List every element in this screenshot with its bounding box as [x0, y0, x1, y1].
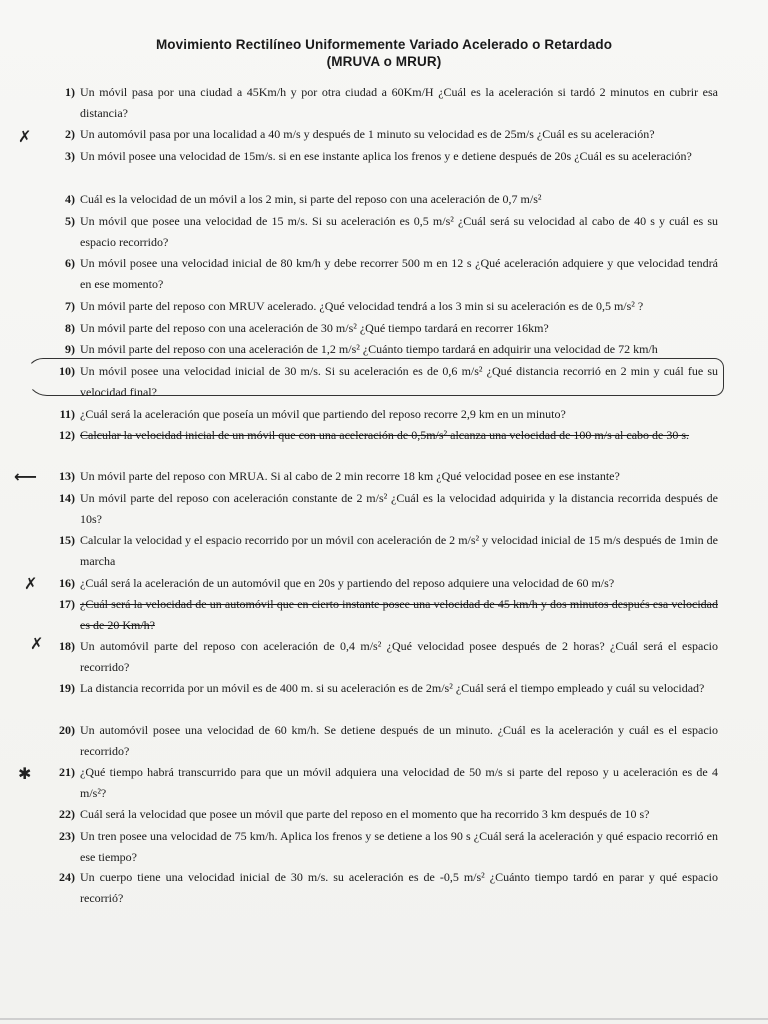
problem-item	[38, 296, 718, 317]
problem-text: ¿Cuál será la aceleración que poseía un móvil que partiendo del reposo recorre 2,9 km en un minuto?	[80, 407, 566, 421]
problem-text: Un automóvil parte del reposo con aceleración de 0,4 m/s² ¿Qué velocidad posee después de 2 horas? ¿Cuál será el espacio recorrido?	[80, 639, 718, 674]
problem-text: Un cuerpo tiene una velocidad inicial de 30 m/s. su aceleración es de -0,5 m/s² ¿Cuánto tiempo tardó en parar y qué espacio recorrió?	[80, 870, 718, 905]
problem-number: 11)	[59, 407, 75, 421]
problem-text: Un móvil parte del reposo con aceleración constante de 2 m/s² ¿Cuál es la velocidad adquirida y la distancia recorrida después de 10s?	[80, 491, 718, 526]
problem-item	[38, 189, 718, 210]
problem-number: 14)	[59, 491, 75, 505]
problem-item	[38, 573, 718, 594]
problem-item	[38, 488, 718, 530]
problem-item	[38, 678, 718, 699]
handwritten-check-mark: ✗	[18, 127, 32, 146]
problem-number: 22)	[59, 807, 75, 821]
problem-number: 20)	[59, 723, 75, 737]
worksheet-subtitle: (MRUVA o MRUR)	[326, 54, 442, 69]
problem-number: 6)	[65, 256, 75, 270]
problem-text: Un móvil pasa por una ciudad a 45Km/h y por otra ciudad a 60Km/H ¿Cuál es la aceleración si tardó 2 minutos en cubrir esa distancia?	[80, 85, 718, 120]
problem-item	[38, 720, 718, 762]
problem-text: La distancia recorrida por un móvil es de 400 m. si su aceleración es de 2m/s² ¿Cuál será el tiempo empleado y cuál su velocidad?	[80, 681, 705, 695]
problem-item	[38, 361, 718, 403]
problem-text: Un móvil parte del reposo con MRUV acelerado. ¿Qué velocidad tendrá a los 3 min si su aceleración es de 0,5 m/s² ?	[80, 299, 644, 313]
problem-number: 4)	[65, 192, 75, 206]
problem-text: Un tren posee una velocidad de 75 km/h. Aplica los frenos y se detiene a los 90 s ¿Cuál será la aceleración y qué espacio recorrió en ese tiempo?	[80, 829, 718, 864]
problem-item	[38, 318, 718, 339]
problem-item	[38, 124, 718, 145]
problem-number: 13)	[59, 469, 75, 483]
problem-item	[38, 826, 718, 868]
problem-number: 17)	[59, 597, 75, 611]
problem-text: Un móvil parte del reposo con una aceleración de 30 m/s² ¿Qué tiempo tardará en recorrer 16km?	[80, 321, 549, 335]
problem-number: 18)	[59, 639, 75, 653]
problem-number: 1)	[65, 85, 75, 99]
problem-text: Un móvil parte del reposo con una aceleración de 1,2 m/s² ¿Cuánto tiempo tardará en adquirir una velocidad de 72 km/h	[80, 342, 658, 356]
problem-number: 21)	[59, 765, 75, 779]
problem-item	[38, 594, 718, 636]
problem-item	[38, 636, 718, 678]
problem-number: 19)	[59, 681, 75, 695]
problem-text: ¿Cuál será la aceleración de un automóvil que en 20s y partiendo del reposo adquiere una velocidad de 60 m/s?	[80, 576, 615, 590]
problem-number: 24)	[59, 870, 75, 884]
handwritten-arrow-mark: ⟵	[14, 467, 37, 486]
problem-item	[38, 146, 718, 167]
problem-item	[38, 867, 718, 909]
problem-text: Un móvil que posee una velocidad de 15 m/s. Si su aceleración es 0,5 m/s² ¿Cuál será su velocidad al cabo de 40 s y cuál es su espacio recorrido?	[80, 214, 718, 249]
problem-item	[38, 339, 718, 360]
problem-text: ¿Qué tiempo habrá transcurrido para que un móvil adquiera una velocidad de 50 m/s si parte del reposo y u aceleración es de 4 m/s²?	[80, 765, 718, 800]
problem-text: Un automóvil pasa por una localidad a 40 m/s y después de 1 minuto su velocidad es de 25m/s ¿Cuál es su aceleración?	[80, 127, 655, 141]
problem-text: Un automóvil posee una velocidad de 60 km/h. Se detiene después de un minuto. ¿Cuál es la aceleración y cuál es el espacio recorrido?	[80, 723, 718, 758]
problem-text: Un móvil parte del reposo con MRUA. Si al cabo de 2 min recorre 18 km ¿Qué velocidad posee en ese instante?	[80, 469, 620, 483]
problem-number: 23)	[59, 829, 75, 843]
problem-number: 2)	[65, 127, 75, 141]
handwritten-star-mark: ✱	[18, 764, 32, 783]
problem-text: Cuál es la velocidad de un móvil a los 2 min, si parte del reposo con una aceleración de 0,7 m/s²	[80, 192, 542, 206]
problem-number: 9)	[65, 342, 75, 356]
problem-number: 8)	[65, 321, 75, 335]
problem-item	[38, 425, 718, 446]
problem-number: 5)	[65, 214, 75, 228]
problem-item	[38, 762, 718, 804]
problem-item	[38, 530, 718, 572]
worksheet-title: Movimiento Rectilíneo Uniformemente Variado Acelerado o Retardado	[155, 37, 613, 52]
problem-number: 16)	[59, 576, 75, 590]
handwritten-check-mark: ✗	[24, 574, 38, 593]
problem-text: Cuál será la velocidad que posee un móvil que parte del reposo en el momento que ha recorrido 3 km después de 10 s?	[80, 807, 650, 821]
problem-text: Un móvil posee una velocidad inicial de 30 m/s. Si su aceleración es de 0,6 m/s² ¿Qué distancia recorrió en 2 min y cuál fue su velocidad final?	[80, 364, 718, 399]
problem-text: Calcular la velocidad inicial de un móvil que con una aceleración de 0,5m/s² alcanza una velocidad de 100 m/s al cabo de 30 s.	[80, 428, 690, 442]
problem-text: Calcular la velocidad y el espacio recorrido por un móvil con aceleración de 2 m/s² y velocidad inicial de 15 m/s después de 1min de marcha	[80, 533, 718, 568]
handwritten-check-mark: ✗	[30, 634, 44, 653]
problem-text: ¿Cuál será la velocidad de un automóvil que en cierto instante posee una velocidad de 45 km/h y dos minutos después esa velocidad es de 20 Km/h?	[80, 597, 718, 632]
problem-number: 3)	[65, 149, 75, 163]
problem-item	[38, 253, 718, 295]
problem-item	[38, 804, 718, 825]
problem-item	[38, 82, 718, 124]
problem-text: Un móvil posee una velocidad inicial de 80 km/h y debe recorrer 500 m en 12 s ¿Qué aceleración adquiere y que velocidad tendrá en ese momento?	[80, 256, 718, 291]
problem-item	[38, 404, 718, 425]
problem-number: 12)	[59, 428, 75, 442]
problem-number: 10)	[59, 364, 75, 378]
problem-number: 7)	[65, 299, 75, 313]
problem-item	[38, 211, 718, 253]
page-bottom-edge	[0, 1018, 768, 1020]
problem-number: 15)	[59, 533, 75, 547]
problem-text: Un móvil posee una velocidad de 15m/s. si en ese instante aplica los frenos y e detiene después de 20s ¿Cuál es su aceleración?	[80, 149, 692, 163]
problem-item	[38, 466, 718, 487]
